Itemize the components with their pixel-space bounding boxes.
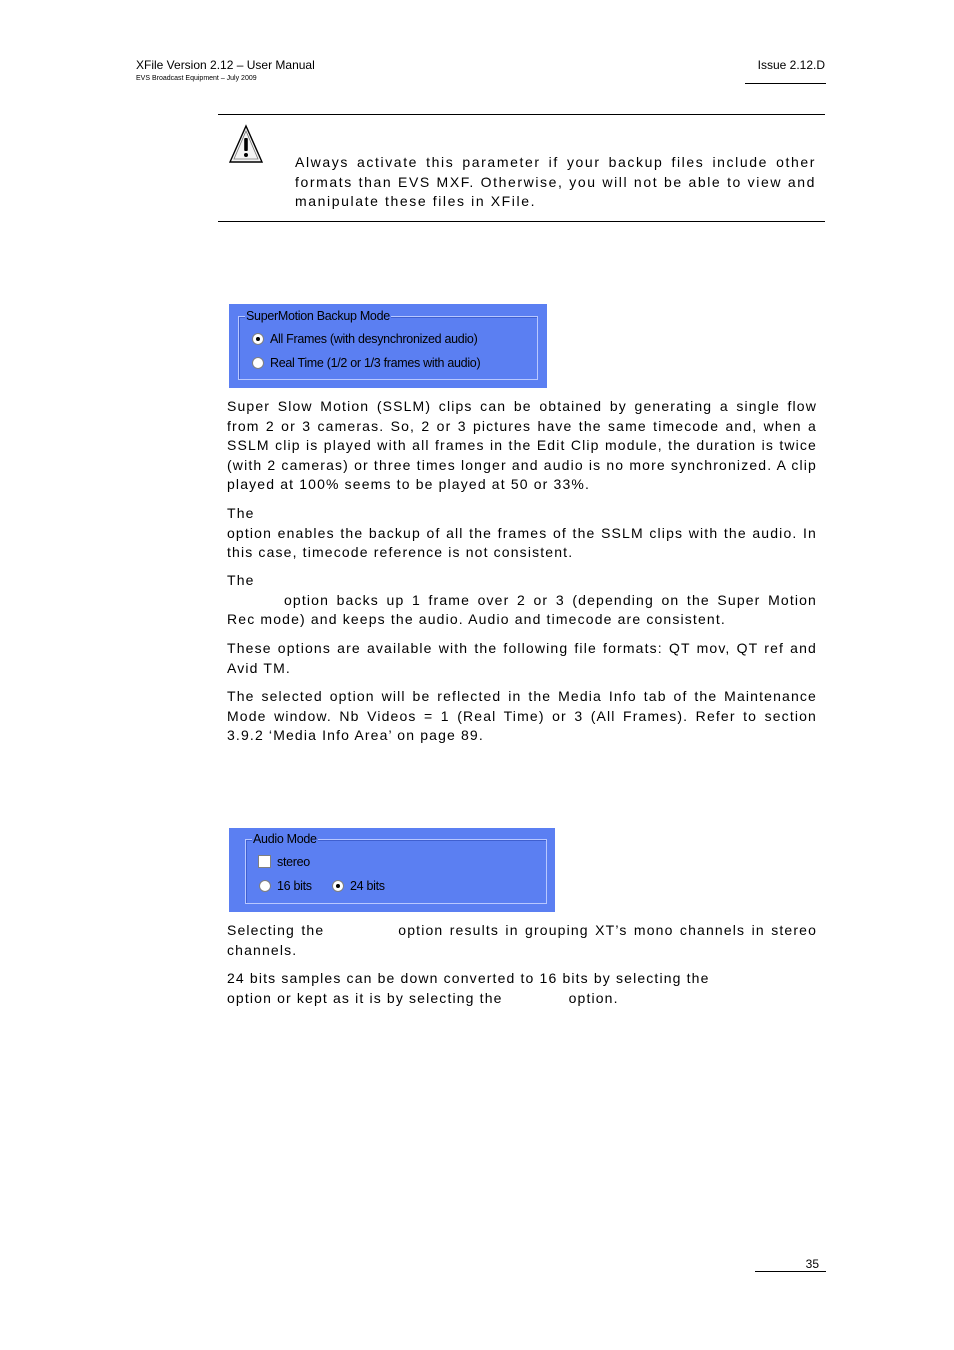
- real-time-label: Real Time (1/2 or 1/3 frames with audio): [270, 355, 481, 370]
- running-header: [136, 58, 315, 83]
- bits24-radio[interactable]: [332, 880, 344, 892]
- header-rule: [745, 83, 826, 84]
- paragraph-stereo: [227, 921, 817, 960]
- sslm-text: Super Slow Motion (SSLM) clips can be obtained by generating a single flow from 2 or 3 cameras. So, 2 or 3 pictures have the same timecode and, when a SSLM clip is played with all frames in the Edit Clip module, the duration is twice (with 2 cameras) or three times longer and audio is no more synchronized. A clip played at 100% seems to be played at 50 or 33%.: [227, 398, 817, 492]
- bits-text-a: 24 bits samples can be down converted to 16 bits by selecting the: [227, 970, 710, 986]
- stereo-checkbox[interactable]: [258, 855, 271, 868]
- bits-text-c: option.: [568, 989, 619, 1006]
- audio-group-box: [245, 832, 547, 904]
- stereo-text-b: option results in grouping XT’s mono channels in stereo channels.: [227, 922, 818, 958]
- bits24-label: 24 bits: [350, 878, 385, 893]
- bits-text-b: option or kept as it is by selecting the: [227, 989, 503, 1006]
- stereo-label: stereo: [277, 854, 310, 869]
- note-bottom-rule: [218, 221, 825, 222]
- real-time-lead: The: [227, 572, 255, 588]
- paragraph-formats: [227, 639, 817, 678]
- bits16-label: 16 bits: [277, 878, 312, 893]
- manual-subtitle: EVS Broadcast Equipment – July 2009: [136, 75, 257, 82]
- paragraph-real-time: [227, 571, 817, 630]
- real-time-radio[interactable]: [252, 357, 264, 369]
- page-number-rule: [755, 1271, 826, 1272]
- option-real-time[interactable]: [252, 355, 480, 370]
- warning-triangle-icon: [228, 124, 264, 164]
- all-frames-body: option enables the backup of all the frames of the SSLM clips with the audio. In this case, timecode reference is not consistent.: [227, 524, 817, 560]
- formats-text: These options are available with the following file formats: QT mov, QT ref and Avid TM.: [227, 640, 817, 676]
- option-stereo[interactable]: [258, 854, 310, 869]
- option-16-bits[interactable]: [259, 878, 312, 893]
- page-number: 35: [805, 1257, 819, 1271]
- all-frames-lead: The: [227, 505, 255, 521]
- paragraph-sslm: [227, 397, 817, 495]
- stereo-text-a: Selecting the: [227, 922, 325, 938]
- paragraph-bits: [227, 969, 817, 1008]
- paragraph-selected-option: [227, 687, 817, 746]
- all-frames-label: All Frames (with desynchronized audio): [270, 331, 478, 346]
- all-frames-radio[interactable]: [252, 333, 264, 345]
- selected-option-text: The selected option will be reflected in the Media Info tab of the Maintenance Mode window. Nb Videos = 1 (Real Time) or 3 (All Frames). Refer to section 3.9.2 ‘Media Info Area’ on page 89.: [227, 688, 817, 743]
- supermotion-backup-panel: [229, 304, 547, 388]
- supermotion-group-box: [238, 309, 538, 380]
- audio-group-title: Audio Mode: [253, 832, 317, 846]
- issue-label: Issue 2.12.D: [757, 58, 825, 72]
- paragraph-all-frames: [227, 504, 817, 563]
- supermotion-group-title: SuperMotion Backup Mode: [246, 309, 390, 323]
- manual-title: XFile Version 2.12 – User Manual: [136, 58, 315, 72]
- warning-note-text: Always activate this parameter if your backup files include other formats than EVS MXF. Otherwise, you will not be able to view and manipulate these files in XFile.: [295, 154, 816, 209]
- bits16-radio[interactable]: [259, 880, 271, 892]
- real-time-body: option backs up 1 frame over 2 or 3 (depending on the Super Motion Rec mode) and keeps the audio. Audio and timecode are consistent.: [227, 591, 817, 627]
- option-24-bits[interactable]: [332, 878, 385, 893]
- note-top-rule: [218, 114, 825, 115]
- option-all-frames[interactable]: [252, 331, 477, 346]
- audio-mode-panel: [229, 828, 555, 912]
